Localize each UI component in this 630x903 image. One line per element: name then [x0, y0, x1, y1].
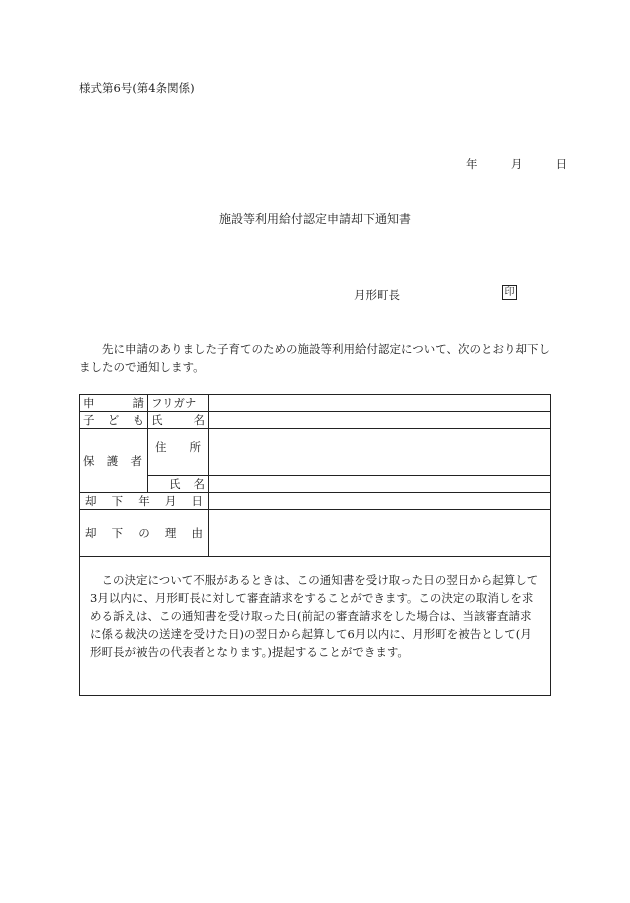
seal-mark: 印	[502, 285, 517, 300]
date-line	[466, 156, 567, 172]
guardian-name-label	[148, 476, 209, 493]
child-name-label-text	[151, 412, 205, 428]
appeal-notice: この決定について不服があるときは、この通知書を受け取った日の翌日から起算して3月以内に、月形町長に対して審査請求をすることができます。この決定の取消しを求める訴えは、この通知書を受け取った日(前記の審査請求をした場合は、当該審査請求に係る裁決の送達を受けた日)の翌日から起算して6月以内に、月形町を被告として(月形町長が被告の代表者となります。)提起することができます。	[90, 573, 539, 659]
label-char-shin: 申	[83, 396, 95, 410]
label-char-sho: 所	[189, 440, 201, 454]
applicant-child-label-1	[80, 395, 148, 412]
guardian-name-value[interactable]	[209, 476, 551, 493]
label-char-sha: 者	[130, 453, 142, 468]
body-text: 先に申請のありました子育てのための施設等利用給付認定について、次のとおり却下しましたので通知します。	[79, 342, 551, 374]
label-char-kyaku-2: 却	[85, 526, 97, 540]
furigana-value[interactable]	[209, 395, 551, 412]
furigana-label	[148, 395, 209, 412]
applicant-label-text	[83, 395, 144, 411]
label-char-kyaku: 却	[85, 494, 97, 508]
document-title: 施設等利用給付認定申請却下通知書	[218, 212, 411, 226]
rejection-date-label-text	[83, 493, 205, 509]
label-char-nen: 年	[138, 494, 150, 508]
address-label-text	[151, 439, 205, 455]
label-char-ka-2: 下	[111, 526, 124, 540]
date-month: 月	[510, 157, 523, 171]
date-year: 年	[466, 157, 478, 171]
label-char-mei: 名	[193, 413, 205, 427]
rejection-reason-label-text	[83, 525, 205, 541]
label-char-mei-2: 名	[193, 477, 205, 491]
label-char-ka: 下	[111, 494, 124, 508]
rejection-reason-value[interactable]	[209, 510, 551, 557]
form-number: 様式第6号(第4条関係)	[79, 81, 195, 95]
label-char-go: 護	[106, 453, 119, 468]
label-char-ri: 理	[164, 526, 177, 540]
label-char-do: ど	[107, 413, 120, 427]
applicant-child-label-2	[80, 412, 148, 429]
label-char-gatsu: 月	[164, 494, 177, 508]
label-char-shi-2: 氏	[169, 477, 181, 491]
guardian-name-label-text	[151, 476, 205, 492]
issuer-name: 月形町長	[354, 288, 400, 302]
label-char-ko: 子	[83, 413, 95, 427]
date-day: 日	[555, 157, 568, 171]
guardian-label-text	[83, 453, 144, 469]
furigana-label-text	[151, 395, 205, 411]
label-char-mo: も	[132, 413, 144, 427]
label-char-ju: 住	[155, 440, 167, 454]
address-label	[148, 429, 209, 476]
furigana-label-value: フリガナ	[151, 396, 197, 410]
label-char-nichi: 日	[191, 494, 203, 508]
label-char-ho: 保	[83, 453, 95, 468]
label-char-shi: 氏	[151, 413, 163, 427]
rejection-date-label	[80, 493, 209, 510]
label-char-no: の	[138, 526, 150, 540]
application-table	[79, 394, 551, 696]
rejection-reason-label	[80, 510, 209, 557]
label-char-sei: 請	[132, 396, 144, 410]
child-name-value[interactable]	[209, 412, 551, 429]
guardian-address-value[interactable]	[209, 429, 551, 476]
child-label-text	[83, 412, 144, 428]
guardian-label	[80, 429, 148, 493]
notice-cell	[80, 557, 551, 696]
rejection-date-value[interactable]	[209, 493, 551, 510]
child-name-label	[148, 412, 209, 429]
label-char-yu: 由	[191, 526, 203, 540]
